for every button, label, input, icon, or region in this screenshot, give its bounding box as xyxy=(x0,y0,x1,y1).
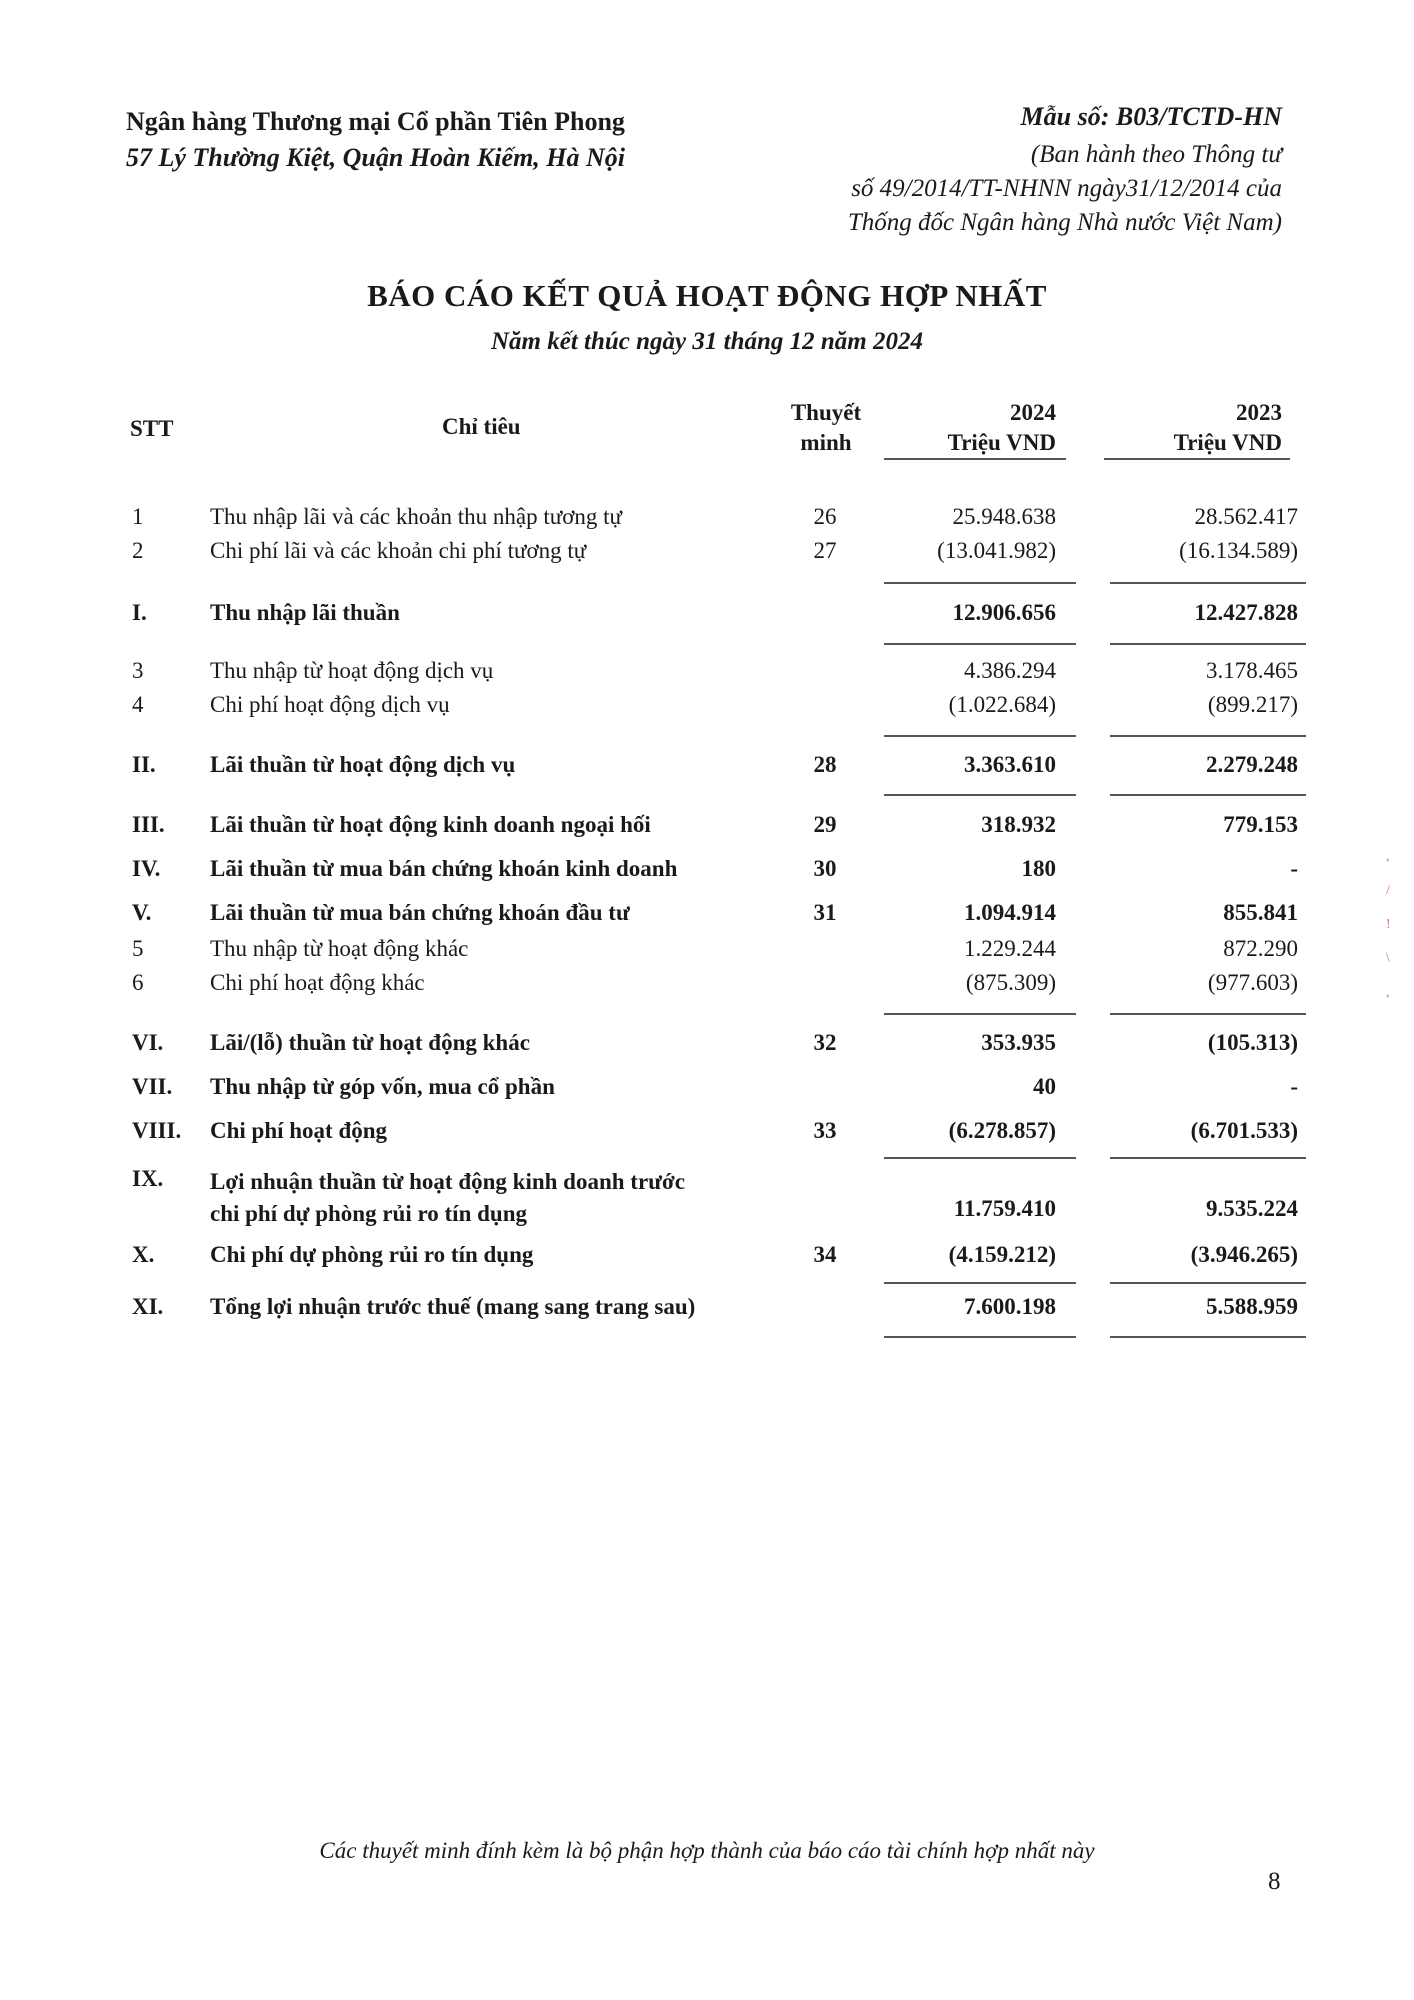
subtotal-rule xyxy=(1110,1282,1306,1284)
row-value-2023: (899.217) xyxy=(1207,692,1298,717)
row-label: Lãi thuần từ mua bán chứng khoán kinh doanh xyxy=(210,856,678,881)
row-value-2023: - xyxy=(1290,1074,1298,1099)
table-row-total xyxy=(0,752,1414,786)
subtotal-rule xyxy=(884,735,1076,737)
row-stt: 6 xyxy=(132,970,144,995)
regulation-line-3: Thống đốc Ngân hàng Nhà nước Việt Nam) xyxy=(847,209,1282,236)
row-stt: 3 xyxy=(132,658,144,683)
row-note: 30 xyxy=(813,856,837,881)
subtotal-rule xyxy=(884,1157,1076,1159)
subtotal-rule xyxy=(1110,643,1306,645)
row-value-2024: (1.022.684) xyxy=(948,692,1056,717)
row-label: Chi phí hoạt động khác xyxy=(210,970,425,995)
row-stt: 4 xyxy=(132,692,144,717)
row-value-2024: 318.932 xyxy=(981,812,1056,837)
row-label: Thu nhập lãi và các khoản thu nhập tương tự xyxy=(210,504,623,529)
row-stt: 5 xyxy=(132,936,144,961)
subtotal-rule xyxy=(1110,794,1306,796)
row-label: Lãi thuần từ hoạt động kinh doanh ngoại hối xyxy=(210,812,651,837)
row-note: 29 xyxy=(813,812,837,837)
row-value-2024: 11.759.410 xyxy=(953,1196,1056,1221)
row-label: Thu nhập lãi thuần xyxy=(210,600,400,625)
row-label-line2: chi phí dự phòng rủi ro tín dụng xyxy=(210,1201,527,1226)
report-subtitle: Năm kết thúc ngày 31 tháng 12 năm 2024 xyxy=(491,328,923,355)
table-row xyxy=(0,970,1414,1004)
row-value-2024: 25.948.638 xyxy=(952,504,1056,529)
margin-stamp-marks: , / ! \ , xyxy=(1386,849,1391,1000)
row-note: 34 xyxy=(813,1242,837,1267)
row-value-2023: 9.535.224 xyxy=(1206,1196,1298,1221)
row-note: 28 xyxy=(813,752,837,777)
row-value-2024: (4.159.212) xyxy=(948,1242,1056,1267)
subtotal-rule xyxy=(884,1282,1076,1284)
row-value-2023: 872.290 xyxy=(1223,936,1298,961)
col-header-note xyxy=(786,398,866,458)
row-stt: XI. xyxy=(132,1294,164,1319)
row-stt: VII. xyxy=(132,1074,173,1099)
table-row-total xyxy=(0,1242,1414,1276)
row-label: Lãi/(lỗ) thuần từ hoạt động khác xyxy=(210,1030,530,1055)
row-value-2023: (3.946.265) xyxy=(1190,1242,1298,1267)
company-address: 57 Lý Thường Kiệt, Quận Hoàn Kiếm, Hà Nội xyxy=(126,143,626,172)
row-value-2023: 779.153 xyxy=(1223,812,1298,837)
table-row-grand-total xyxy=(0,1294,1414,1328)
table-row xyxy=(0,538,1414,572)
form-info xyxy=(848,100,1282,240)
row-value-2023: 855.841 xyxy=(1223,900,1298,925)
subtotal-rule xyxy=(884,582,1076,584)
col-header-2024 xyxy=(948,398,1056,458)
row-value-2023: (977.603) xyxy=(1207,970,1298,995)
subtotal-rule xyxy=(884,794,1076,796)
header-rule-2023 xyxy=(1104,458,1290,460)
row-stt: III. xyxy=(132,812,165,837)
header-rule-2024 xyxy=(884,458,1066,460)
row-value-2023: 28.562.417 xyxy=(1194,504,1298,529)
company-header xyxy=(126,104,625,176)
subtotal-rule xyxy=(1110,735,1306,737)
row-label: Thu nhập từ hoạt động khác xyxy=(210,936,469,961)
row-label: Chi phí hoạt động dịch vụ xyxy=(210,692,450,717)
table-row-total xyxy=(0,600,1414,634)
row-value-2024: (875.309) xyxy=(965,970,1056,995)
regulation-line-2: số 49/2014/TT-NHNN ngày31/12/2014 của xyxy=(851,175,1282,202)
row-label-line1: Lợi nhuận thuần từ hoạt động kinh doanh trước xyxy=(210,1169,685,1194)
row-stt: V. xyxy=(132,900,152,925)
table-row-total xyxy=(0,1074,1414,1108)
table-row xyxy=(0,658,1414,692)
row-value-2023: - xyxy=(1290,856,1298,881)
row-label: Thu nhập từ góp vốn, mua cổ phần xyxy=(210,1074,555,1099)
regulation-line-1: (Ban hành theo Thông tư xyxy=(1030,141,1282,168)
subtotal-rule xyxy=(1110,582,1306,584)
row-value-2024: (13.041.982) xyxy=(937,538,1056,563)
row-stt: 1 xyxy=(132,504,144,529)
row-stt: IV. xyxy=(132,856,161,881)
form-number: Mẫu số: B03/TCTD-HN xyxy=(1020,102,1282,131)
row-stt: VI. xyxy=(132,1030,164,1055)
table-row-total xyxy=(0,1118,1414,1152)
row-label: Chi phí hoạt động xyxy=(210,1118,388,1143)
table-row xyxy=(0,936,1414,970)
row-stt: II. xyxy=(132,752,156,777)
row-label: Lãi thuần từ hoạt động dịch vụ xyxy=(210,752,516,777)
row-value-2024: 180 xyxy=(1021,856,1056,881)
row-value-2023: 5.588.959 xyxy=(1206,1294,1298,1319)
row-label: Tổng lợi nhuận trước thuế (mang sang trang sau) xyxy=(210,1294,696,1319)
row-note: 32 xyxy=(813,1030,837,1055)
col-header-2023 xyxy=(1174,398,1282,458)
col-header-2023-unit: Triệu VND xyxy=(1173,430,1282,455)
subtotal-rule xyxy=(1110,1013,1306,1015)
table-row-total xyxy=(0,856,1414,890)
col-header-note-line2: minh xyxy=(800,430,852,455)
row-stt: 2 xyxy=(132,538,144,563)
row-value-2024: 1.229.244 xyxy=(964,936,1056,961)
row-note: 33 xyxy=(813,1118,837,1143)
col-header-note-line1: Thuyết xyxy=(790,400,862,425)
row-value-2024: 4.386.294 xyxy=(964,658,1056,683)
row-value-2024: 353.935 xyxy=(981,1030,1056,1055)
row-stt: I. xyxy=(132,600,147,625)
row-value-2023: 3.178.465 xyxy=(1206,658,1298,683)
table-row-total xyxy=(0,900,1414,934)
col-header-2024-year: 2024 xyxy=(1010,400,1056,425)
table-row-total xyxy=(0,812,1414,846)
table-row xyxy=(0,504,1414,538)
row-label xyxy=(210,1166,685,1230)
row-value-2024: 40 xyxy=(1033,1074,1056,1099)
row-value-2023: (105.313) xyxy=(1207,1030,1298,1055)
row-value-2024: 7.600.198 xyxy=(964,1294,1056,1319)
col-header-2024-unit: Triệu VND xyxy=(947,430,1056,455)
row-label: Thu nhập từ hoạt động dịch vụ xyxy=(210,658,494,683)
row-value-2024: 3.363.610 xyxy=(964,752,1056,777)
company-name: Ngân hàng Thương mại Cổ phần Tiên Phong xyxy=(126,107,625,136)
subtotal-rule xyxy=(884,643,1076,645)
total-rule xyxy=(1110,1336,1306,1338)
row-value-2023: (6.701.533) xyxy=(1190,1118,1298,1143)
row-label: Lãi thuần từ mua bán chứng khoán đầu tư xyxy=(210,900,630,925)
row-label: Chi phí dự phòng rủi ro tín dụng xyxy=(210,1242,534,1267)
col-header-item: Chỉ tiêu xyxy=(442,414,521,439)
row-stt: IX. xyxy=(132,1166,164,1191)
table-row xyxy=(0,692,1414,726)
col-header-stt: STT xyxy=(130,416,174,441)
row-value-2023: (16.134.589) xyxy=(1179,538,1298,563)
row-note: 26 xyxy=(813,504,837,529)
total-rule xyxy=(884,1336,1076,1338)
table-row-total xyxy=(0,1030,1414,1064)
row-note: 27 xyxy=(813,538,837,563)
row-stt: VIII. xyxy=(132,1118,182,1143)
footer-note: Các thuyết minh đính kèm là bộ phận hợp thành của báo cáo tài chính hợp nhất này xyxy=(319,1838,1095,1863)
row-label: Chi phí lãi và các khoản chi phí tương tự xyxy=(210,538,587,563)
row-note: 31 xyxy=(813,900,837,925)
row-value-2024: 12.906.656 xyxy=(952,600,1056,625)
row-value-2023: 12.427.828 xyxy=(1194,600,1298,625)
subtotal-rule xyxy=(884,1013,1076,1015)
subtotal-rule xyxy=(1110,1157,1306,1159)
table-row-total xyxy=(0,1166,1414,1236)
row-value-2023: 2.279.248 xyxy=(1206,752,1298,777)
col-header-2023-year: 2023 xyxy=(1236,400,1282,425)
page-number: 8 xyxy=(1268,1868,1281,1895)
row-value-2024: (6.278.857) xyxy=(948,1118,1056,1143)
row-stt: X. xyxy=(132,1242,155,1267)
row-value-2024: 1.094.914 xyxy=(964,900,1056,925)
report-title: BÁO CÁO KẾT QUẢ HOẠT ĐỘNG HỢP NHẤT xyxy=(367,278,1047,313)
